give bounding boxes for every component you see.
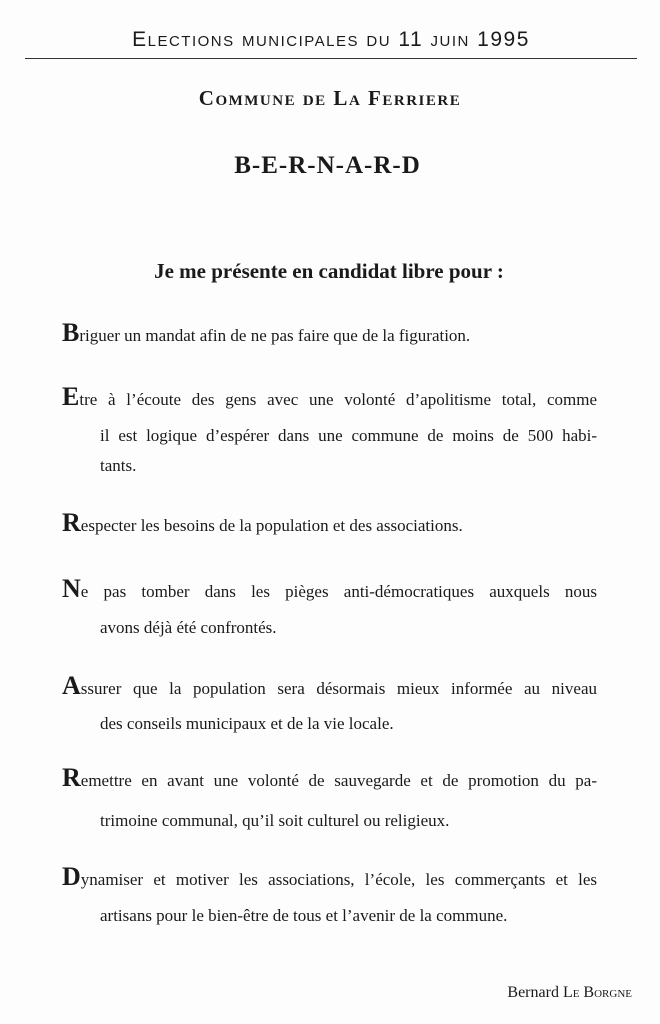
header-rule	[25, 58, 637, 59]
drop-cap: B	[62, 318, 80, 347]
program-item-line	[62, 864, 597, 890]
program-item-text: artisans pour le bien-être de tous et l’avenir de la commune.	[100, 906, 508, 925]
program-item-line	[100, 426, 597, 446]
program-item-line	[62, 510, 463, 536]
program-item-line	[100, 456, 136, 476]
commune-title: Commune de La Ferriere	[198, 86, 462, 110]
drop-cap: R	[62, 763, 81, 792]
election-header: Elections municipales du 11 juin 1995	[132, 28, 530, 51]
program-item-text: tants.	[100, 456, 137, 475]
intro-heading: Je me présente en candidat libre pour :	[154, 259, 504, 283]
program-item-line	[100, 714, 394, 734]
drop-cap: D	[62, 862, 81, 891]
program-item-text: avons déjà été confrontés.	[100, 618, 277, 637]
program-item-line	[62, 673, 597, 699]
program-item-text: riguer un mandat afin de ne pas faire que de la figuration.	[79, 326, 471, 345]
program-item-text: emettre en avant une volonté de sauvegarde et de promotion du pa-	[80, 771, 597, 790]
signature: Bernard Le Borgne	[507, 984, 632, 1001]
program-item-text: tre à l’écoute des gens avec une volonté d’apolitisme total, comme	[79, 390, 597, 409]
program-item-line	[62, 576, 597, 602]
program-item-text: ynamiser et motiver les associations, l’école, les commerçants et les	[80, 870, 597, 889]
program-item-line	[100, 906, 507, 926]
drop-cap: A	[62, 671, 81, 700]
program-item-text: e pas tomber dans les pièges anti-démocratiques auxquels nous	[80, 582, 597, 601]
program-item-line	[62, 765, 597, 791]
program-item-line	[62, 320, 470, 346]
program-item-text: especter les besoins de la population et des associations.	[80, 516, 463, 535]
program-item-line	[100, 618, 277, 638]
program-item-line	[100, 811, 449, 831]
drop-cap: E	[62, 382, 80, 411]
program-item-text: il est logique d’espérer dans une commune de moins de 500 habi-	[100, 426, 597, 445]
drop-cap: N	[62, 574, 81, 603]
program-item-text: ssurer que la population sera désormais mieux informée au niveau	[80, 679, 597, 698]
program-item-line	[62, 384, 597, 410]
drop-cap: R	[62, 508, 81, 537]
program-item-text: des conseils municipaux et de la vie locale.	[100, 714, 394, 733]
program-item-text: trimoine communal, qu’il soit culturel ou religieux.	[100, 811, 450, 830]
candidate-acrostic: B-E-R-N-A-R-D	[234, 152, 421, 179]
